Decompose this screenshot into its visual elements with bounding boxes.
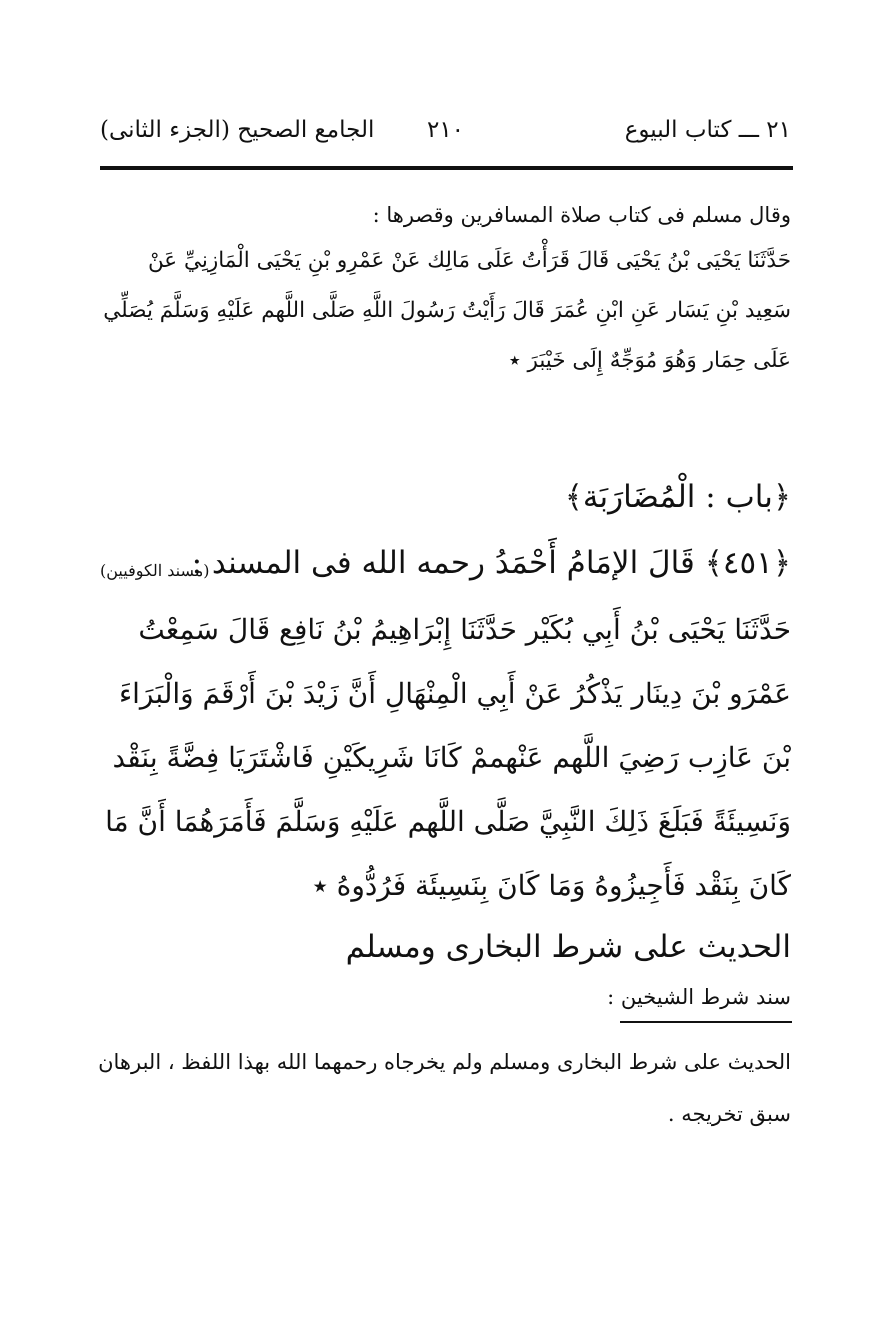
- page-number: ٢١٠: [426, 117, 465, 143]
- header-chapter: ٢١ ـــ كتاب البيوع: [624, 117, 791, 143]
- hadith-number-line: [100, 540, 791, 586]
- verdict-line: الحديث على شرط البخارى ومسلم: [345, 929, 791, 965]
- main-hadith-line: كَانَ بِنَقْد فَأَجِيزُوهُ وَمَا كَانَ بِنَسِيئَة فَرُدُّوهُ ٭: [312, 869, 791, 902]
- first-hadith-line: عَلَى حِمَار وَهُوَ مُوَجِّهٌ إِلَى خَيْبَرَ ٭: [508, 348, 791, 373]
- header-book-title: الجامع الصحيح (الجزء الثانى): [100, 117, 375, 143]
- first-hadith: [103, 236, 791, 386]
- main-hadith: [105, 598, 791, 918]
- first-hadith-line: حَدَّثَنَا يَحْيَى بْنُ يَحْيَى قَالَ قَرَأْتُ عَلَى مَالِك عَنْ عَمْرِو بْنِ يَحْيَى الْمَازِنِيِّ عَنْ: [147, 248, 791, 273]
- note-paragraph: [98, 1036, 791, 1140]
- main-hadith-line: عَمْرَو بْنَ دِينَار يَذْكُرُ عَنْ أَبِي الْمِنْهَالِ أَنَّ زَيْدَ بْنَ أَرْقَمَ وَالْبَرَاءَ: [118, 677, 791, 710]
- main-hadith-line: حَدَّثَنَا يَحْيَى بْنُ أَبِي بُكَيْر حَدَّثَنَا إِبْرَاهِيمُ بْنُ نَافِع قَالَ سَمِعْتُ: [138, 613, 791, 646]
- sanad-underline: [620, 1021, 792, 1023]
- main-hadith-line: وَنَسِيئَةً فَبَلَغَ ذَلِكَ النَّبِيَّ صَلَّى اللَّهم عَلَيْهِ وَسَلَّمَ فَأَمَرَهُمَا أَنَّ مَا: [105, 805, 791, 838]
- sanad-heading: سند شرط الشيخين :: [607, 985, 791, 1009]
- first-hadith-line: سَعِيد بْنِ يَسَار عَنِ ابْنِ عُمَرَ قَالَ رَأَيْتُ رَسُولَ اللَّهِ صَلَّى اللَّهم عَلَيْهِ وَسَلَّمَ يُصَلِّي: [103, 298, 791, 323]
- intro-line: وقال مسلم فى كتاب صلاة المسافرين وقصرها :: [372, 203, 791, 227]
- chapter-heading: ﴿باب : الْمُضَارَبَة﴾: [564, 479, 791, 515]
- source-note: (مسند الكوفيين): [100, 561, 210, 580]
- main-hadith-line: بْنَ عَازِب رَضِيَ اللَّهم عَنْهممْ كَانَا شَرِيكَيْنِ فَاشْتَرَيَا فِضَّةً بِنَقْد: [112, 741, 791, 774]
- note-line: سبق تخريجه .: [667, 1102, 791, 1126]
- hadith-intro: ﴿٤٥١﴾ قَالَ الإمَامُ أَحْمَدُ رحمه الله فى المسند :: [191, 545, 791, 581]
- running-header: [100, 112, 791, 152]
- note-line: الحديث على شرط البخارى ومسلم ولم يخرجاه رحمهما الله بهذا اللفظ ، البرهان: [98, 1050, 791, 1074]
- header-rule: [100, 166, 793, 170]
